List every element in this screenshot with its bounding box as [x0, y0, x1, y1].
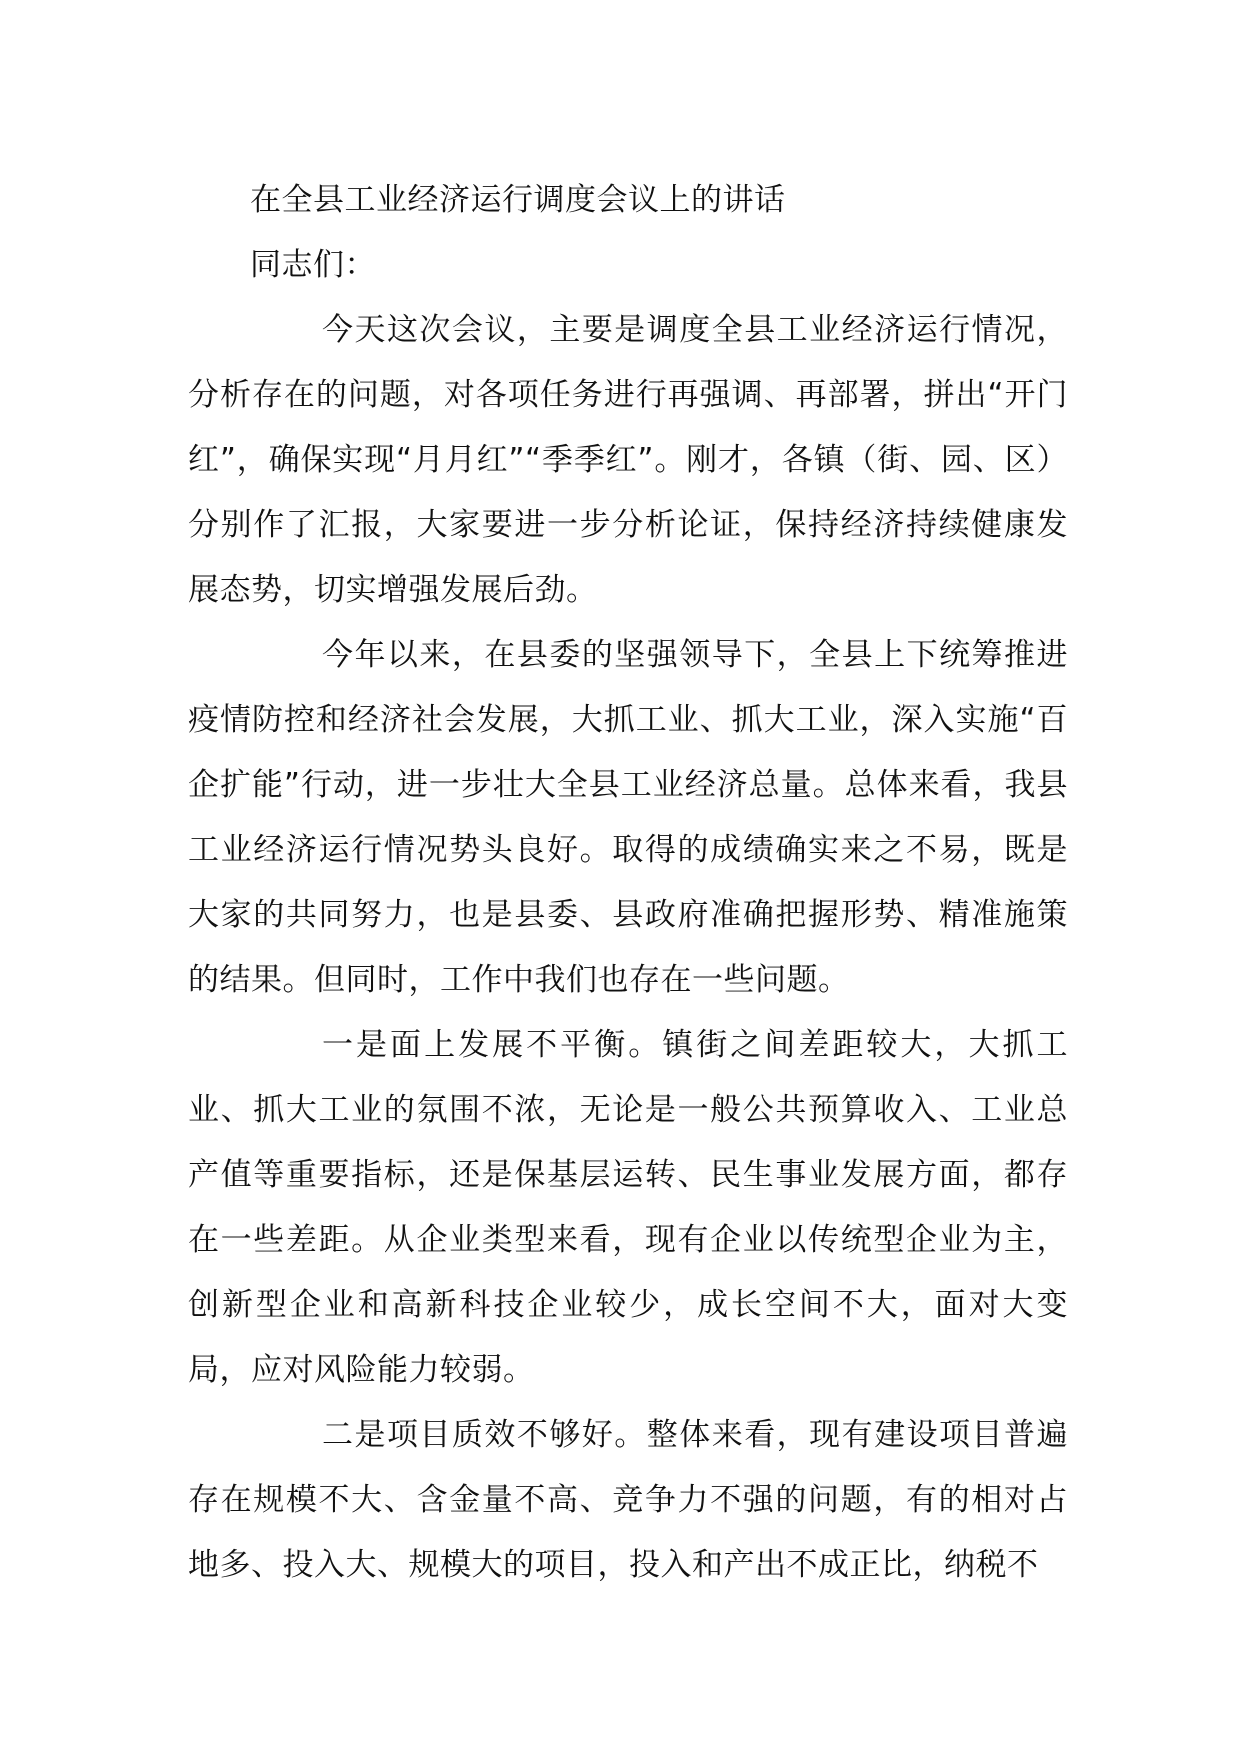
paragraph-3: 一是面上发展不平衡。镇街之间差距较大，大抓工业、抓大工业的氛围不浓，无论是一般公共预算收入、工业总产值等重要指标，还是保基层运转、民生事业发展方面，都存在一些差距。从企业类型来看，现有企业以传统型企业为主，创新型企业和高新科技企业较少，成长空间不大，面对大变局，应对风险能力较弱。 [188, 1027, 1068, 1388]
document-title: 在全县工业经济运行调度会议上的讲话 [250, 182, 786, 218]
paragraph-1: 今天这次会议，主要是调度全县工业经济运行情况，分析存在的问题，对各项任务进行再强调、再部署，拼出“开门红”，确保实现“月月红”“季季红”。刚才，各镇（街、园、区）分别作了汇报，大家要进一步分析论证，保持经济持续健康发展态势，切实增强发展后劲。 [188, 312, 1068, 608]
paragraph-4: 二是项目质效不够好。整体来看，现有建设项目普遍存在规模不大、含金量不高、竞争力不强的问题，有的相对占地多、投入大、规模大的项目，投入和产出不成正比，纳税不 [188, 1417, 1068, 1583]
document-body [188, 168, 1068, 1598]
salutation: 同志们： [250, 247, 376, 283]
paragraph-2: 今年以来，在县委的坚强领导下，全县上下统筹推进疫情防控和经济社会发展，大抓工业、抓大工业，深入实施“百企扩能”行动，进一步壮大全县工业经济总量。总体来看，我县工业经济运行情况势头良好。取得的成绩确实来之不易，既是大家的共同努力，也是县委、县政府准确把握形势、精准施策的结果。但同时，工作中我们也存在一些问题。 [188, 637, 1068, 998]
